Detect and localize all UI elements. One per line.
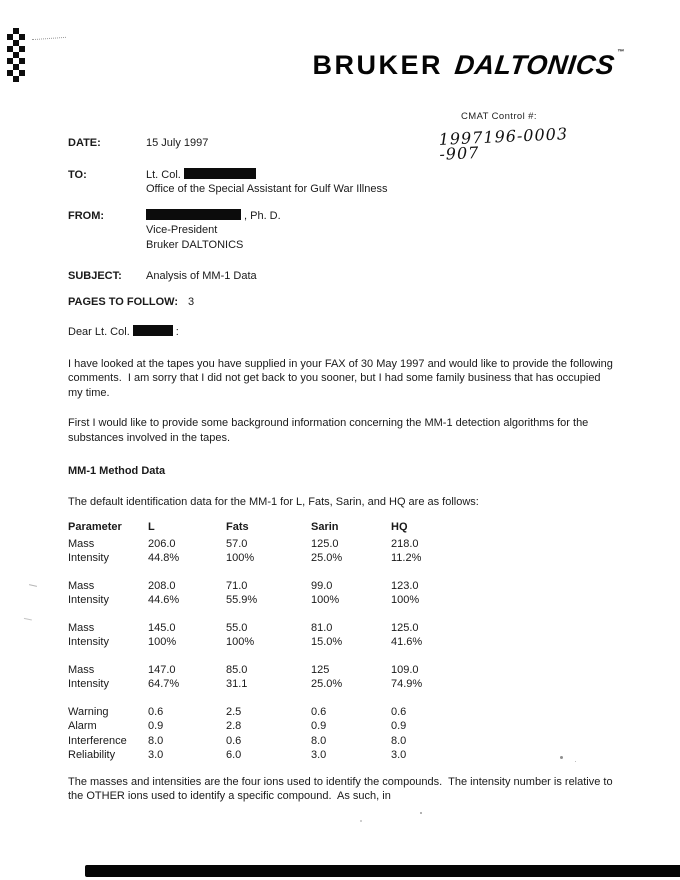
- redaction-bar: [133, 325, 173, 336]
- table-row: [68, 593, 616, 608]
- field-subject: [68, 269, 616, 284]
- table-cell: Intensity: [68, 552, 109, 564]
- table-cell: Mass: [68, 579, 95, 592]
- table-header-cell: Fats: [226, 521, 249, 533]
- table-cell: 123.0: [391, 579, 419, 592]
- table-row: [68, 663, 616, 678]
- table-cell: 100%: [148, 636, 177, 648]
- from-label: FROM:: [68, 209, 105, 222]
- table-cell: 145.0: [148, 621, 176, 634]
- table-row: [68, 677, 616, 692]
- table-cell: 6.0: [226, 749, 242, 761]
- to-office-line: Office of the Special Assistant for Gulf War Illness: [146, 183, 388, 195]
- table-cell: 71.0: [226, 579, 248, 592]
- table-cell: 3.0: [148, 749, 164, 761]
- table-cell: 85.0: [226, 663, 248, 676]
- table-row: [68, 635, 616, 650]
- table-cell: 8.0: [311, 734, 327, 747]
- table-cell: 125.0: [391, 621, 419, 634]
- table-cell: 0.6: [148, 705, 164, 718]
- salutation-suffix: :: [175, 326, 179, 338]
- table-cell: 44.6%: [148, 594, 180, 606]
- table-cell: 3.0: [391, 749, 407, 761]
- table-cell: 0.9: [311, 720, 327, 732]
- redaction-bar: [184, 168, 256, 179]
- table-cell: 3.0: [311, 749, 327, 761]
- table-cell: 0.6: [226, 734, 242, 747]
- table-cell: 15.0%: [311, 636, 343, 648]
- table-cell: 25.0%: [311, 552, 343, 564]
- table-cell: 208.0: [148, 579, 176, 592]
- table-row: [68, 579, 616, 594]
- table-cell: Warning: [68, 705, 109, 718]
- from-name-suffix: , Ph. D.: [244, 209, 281, 222]
- table-cell: 44.8%: [148, 552, 180, 564]
- table-row: [68, 748, 616, 763]
- field-from: [68, 209, 616, 253]
- field-to: [68, 168, 616, 197]
- table-cell: 8.0: [148, 734, 164, 747]
- table-cell: Reliability: [68, 749, 116, 761]
- from-title-line: Vice-President: [146, 224, 218, 236]
- salutation: [68, 325, 616, 340]
- registration-mark-icon: [7, 28, 25, 82]
- table-cell: 0.9: [391, 720, 407, 732]
- table-cell: 8.0: [391, 734, 407, 747]
- table-cell: 100%: [391, 594, 420, 606]
- pages-value: 3: [188, 295, 195, 308]
- table-cell: 11.2%: [391, 552, 422, 564]
- to-recipient-prefix: Lt. Col.: [146, 168, 181, 181]
- table-cell: Mass: [68, 663, 95, 676]
- mm1-data-table: [68, 520, 616, 763]
- table-cell: Interference: [68, 734, 127, 747]
- table-header-cell: HQ: [391, 521, 408, 533]
- table-row: [68, 705, 616, 720]
- table-cell: 74.9%: [391, 678, 423, 690]
- table-cell: 125: [311, 663, 330, 676]
- to-recipient-line: [146, 168, 388, 183]
- table-cell: 2.5: [226, 705, 242, 718]
- table-cell: 31.1: [226, 678, 248, 690]
- paragraph-2: First I would like to provide some background information concerning the MM-1 detection algorithms for the substances involved in the tapes.: [68, 417, 592, 444]
- table-cell: 109.0: [391, 663, 419, 676]
- to-label: TO:: [68, 168, 87, 181]
- daltonics-wordmark: [453, 49, 625, 80]
- paragraph-1: I have looked at the tapes you have supplied in your FAX of 30 May 1997 and would like to provide the following comments. I am sorry that I did not get back to you sooner, but I had some family business that has occupied my time.: [68, 357, 616, 399]
- table-cell: 147.0: [148, 663, 176, 676]
- table-cell: 100%: [311, 594, 340, 606]
- table-cell: 55.0: [226, 621, 248, 634]
- daltonics-text: DALTONICS: [453, 50, 617, 80]
- table-cell: 99.0: [311, 579, 333, 592]
- table-cell: 100%: [226, 636, 255, 648]
- section-heading: MM-1 Method Data: [68, 465, 166, 477]
- scan-edge-bar: [85, 865, 680, 877]
- to-value: [146, 168, 388, 197]
- table-cell: 55.9%: [226, 594, 258, 606]
- pages-label: PAGES TO FOLLOW:: [68, 295, 178, 308]
- table-row: [68, 734, 616, 749]
- table-cell: 64.7%: [148, 678, 180, 690]
- table-row: [68, 621, 616, 636]
- table-cell: 0.6: [311, 705, 327, 718]
- table-header-cell: Parameter: [68, 521, 122, 533]
- date-value: 15 July 1997: [146, 137, 209, 149]
- table-cell: Intensity: [68, 594, 109, 606]
- subject-label: SUBJECT:: [68, 270, 122, 282]
- closing-paragraph: The masses and intensities are the four ions used to identify the compounds. The intensity number is relative to the OTHER ions used to identify a specific compound. As such, in: [68, 775, 616, 802]
- table-cell: 100%: [226, 552, 255, 564]
- date-label: DATE:: [68, 137, 101, 149]
- table-cell: Mass: [68, 621, 95, 634]
- scan-artifact: [420, 812, 422, 814]
- table-cell: 0.6: [391, 705, 407, 718]
- table-cell: 2.8: [226, 720, 242, 732]
- table-cell: 125.0: [311, 537, 339, 550]
- table-header-cell: L: [148, 521, 155, 533]
- brand-logo: [312, 49, 625, 80]
- table-cell: Intensity: [68, 636, 109, 648]
- table-intro: The default identification data for the MM-1 for L, Fats, Sarin, and HQ are as follows:: [68, 495, 479, 508]
- table-cell: Intensity: [68, 678, 109, 690]
- trademark-symbol: ™: [616, 49, 625, 56]
- from-value: [146, 209, 281, 253]
- scan-artifact: [29, 584, 37, 587]
- table-cell: 218.0: [391, 537, 419, 550]
- table-row: [68, 719, 616, 734]
- table-header-cell: Sarin: [311, 521, 339, 533]
- salutation-prefix: Dear Lt. Col.: [68, 326, 130, 338]
- table-cell: 0.9: [148, 720, 164, 732]
- memo-content: [68, 136, 616, 804]
- table-cell: 41.6%: [391, 636, 423, 648]
- from-name-line: [146, 209, 281, 224]
- table-cell: Mass: [68, 537, 95, 550]
- cmat-control-number-handwritten: 1997196-0003 -907: [438, 123, 569, 163]
- from-company-line: Bruker DALTONICS: [146, 238, 244, 251]
- table-row: [68, 537, 616, 552]
- field-pages: [68, 295, 616, 310]
- redaction-bar: [146, 209, 241, 220]
- bruker-wordmark: BRUKER: [312, 50, 443, 80]
- cmat-control-label: CMAT Control #:: [461, 111, 537, 122]
- scan-artifact: [32, 37, 66, 40]
- table-cell: 81.0: [311, 621, 333, 634]
- table-cell: 206.0: [148, 537, 176, 550]
- table-cell: 25.0%: [311, 678, 343, 690]
- subject-value: Analysis of MM-1 Data: [146, 270, 257, 282]
- table-cell: Alarm: [68, 720, 97, 732]
- table-cell: 57.0: [226, 537, 248, 550]
- field-date: [68, 136, 616, 151]
- table-row: [68, 551, 616, 566]
- table-header-row: [68, 520, 616, 535]
